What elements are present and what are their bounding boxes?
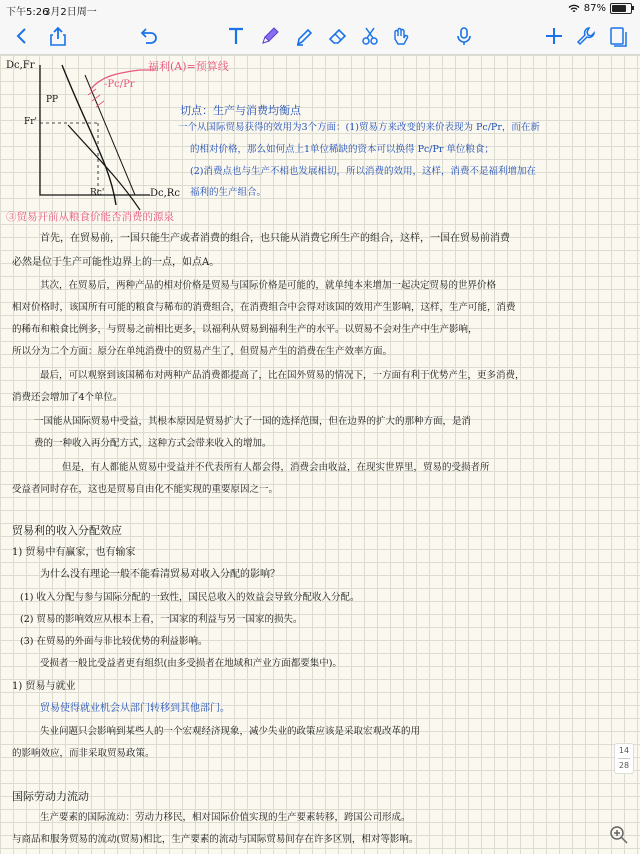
text-icon[interactable]: [222, 22, 250, 50]
para1-line-b: 必然是位于生产可能性边界上的一点，如点A。: [12, 257, 220, 268]
para2-line-b: 相对价格时，该国所有可能的粮食与稀布的消费组合，在消费组合中会得对该国的效用产生影响，这样，生产可能，消费: [12, 302, 516, 313]
mic-icon[interactable]: [450, 22, 478, 50]
blue-line-1: 一个从国际贸易获得的效用为3个方面：(1)贸易方来改变的来价表现为 Pc/Pr，而在新: [178, 122, 540, 133]
blue-line-3: (2)消费点也与生产不相也发展相切，所以消费的效用，这样，消费不是福利增加在: [190, 166, 536, 177]
status-right: [568, 3, 632, 14]
section1-item-1: 1) 贸易中有赢家，也有输家: [12, 547, 136, 558]
graph-y-label: Dc,Fr: [6, 60, 35, 71]
section1-item-2: 为什么没有理论一般不能看清贸易对收入分配的影响？: [40, 569, 280, 580]
section2-title: 国际劳动力流动: [12, 790, 89, 803]
undo-icon[interactable]: [134, 22, 162, 50]
section1-item-5: (3) 在贸易的外面与非比较优势的利益影响。: [20, 636, 208, 647]
blue-line-2: 的相对价格，那么如何点上1单位稀缺的资本可以换得 Pc/Pr 单位粮食；: [190, 144, 494, 155]
wrench-icon[interactable]: [572, 22, 600, 50]
toolbar: [0, 18, 640, 55]
para2-line-d: 所以分为二个方面：原分在单纯消费中的贸易产生了，但贸易产生的消费在生产效率方面。: [12, 346, 393, 357]
para3-line-a: 最后，可以观察到该国稀布对两种产品消费都提高了，比在国外贸易的情况下，一方面有利于优势产生，更多消费，: [40, 370, 525, 381]
graph-x-tick: Rc': [90, 188, 105, 198]
pen-icon[interactable]: [256, 22, 284, 50]
blue-header: 切点：生产与消费均衡点: [180, 104, 301, 117]
page-current: 14: [618, 746, 630, 755]
share-icon[interactable]: [44, 22, 72, 50]
section1-item-10: 的影响效应，而非采取贸易政策。: [12, 748, 155, 759]
para2-line-c: 的稀布和粮食比例多，与贸易之前相比更多，以福利从贸易到福利生产的水平。以贸易不会对生产中生产影响，: [12, 324, 478, 335]
para1-line-a: 首先，在贸易前，一国只能生产或者消费的组合，也只能从消费它所生产的组合，这样，一国在贸易前消费: [40, 233, 510, 244]
page-total: 28: [618, 761, 630, 770]
para4-line-a: 一国能从国际贸易中受益，其根本原因是贸易扩大了一国的选择范围，但在边界的扩大的那种方面，是消: [34, 416, 472, 427]
wifi-icon: [568, 4, 580, 14]
zoom-icon[interactable]: [608, 824, 630, 846]
back-icon[interactable]: [8, 22, 36, 50]
section1-item-8: 贸易使得就业机会从部门转移到其他部门。: [40, 703, 230, 714]
graph-annotation: 福利(A)=预算线: [148, 60, 229, 73]
section1-item-7: 1) 贸易与就业: [12, 681, 76, 692]
battery-icon: [610, 3, 632, 14]
section2-item-2: 与商品和服务贸易的流动(贸易)相比，生产要素的流动与国际贸易间存在许多区别，相对等影响。: [12, 834, 419, 845]
section2-item-1: 生产要素的国际流动：劳动力移民，相对国际价值实现的生产要素转移，跨国公司形成。: [40, 812, 411, 823]
status-bar: [0, 0, 640, 18]
page-indicator[interactable]: [614, 743, 634, 774]
para2-line-a: 其次，在贸易后，两种产品的相对价格是贸易与国际价格是可能的，就单纯本来增加一起决定贸易的世界价格: [40, 280, 497, 291]
status-time: 下午5:26: [6, 7, 49, 18]
para3-line-b: 消费还会增加了4个单位。: [12, 392, 123, 403]
section1-item-4: (2) 贸易的影响效应从根本上看，一国家的利益与另一国家的损失。: [20, 614, 303, 625]
add-icon[interactable]: [540, 22, 568, 50]
section1-item-6: 受损者一般比受益者更有组织(由多受损者在地域和产业方面都要集中)。: [40, 658, 342, 669]
battery-percent: 87%: [583, 3, 606, 14]
eraser-icon[interactable]: [324, 22, 352, 50]
section1-title: 贸易利的收入分配效应: [12, 524, 122, 537]
blue-line-4: 福利的生产组合。: [190, 187, 267, 198]
status-date: 3月2日周一: [44, 7, 97, 18]
graph-x-label: Dc,Rc: [150, 188, 180, 199]
para4-line-b: 费的一种收入再分配方式，这种方式会带来收入的增加。: [34, 438, 272, 449]
pink-heading: ③贸易开前从粮食价能否消费的源泉: [6, 211, 174, 223]
section1-item-3: (1) 收入分配与参与国际分配的一致性，国民总收入的效益会导致分配收入分配。: [20, 592, 360, 603]
highlighter-icon[interactable]: [290, 22, 318, 50]
graph-y-tick: Fr': [24, 117, 38, 127]
para5-line-a: 但是，有人都能从贸易中受益并不代表所有人都会得，消费会由收益，在现实世界里，贸易的受损者所: [62, 462, 490, 473]
section1-item-9: 失业问题只会影响到某些人的一个宏观经济现象，减少失业的政策应该是采取宏观改革的用: [40, 726, 421, 737]
para5-line-b: 受益者同时存在，这也是贸易自由化不能实现的重要原因之一。: [12, 484, 279, 495]
lasso-icon[interactable]: [356, 22, 384, 50]
page-view-icon[interactable]: [604, 22, 632, 50]
graph-slope-label: -Pc/Pr: [104, 79, 135, 90]
note-page[interactable]: [0, 55, 640, 854]
graph-pp-label: PP: [46, 95, 59, 105]
hand-icon[interactable]: [386, 22, 414, 50]
